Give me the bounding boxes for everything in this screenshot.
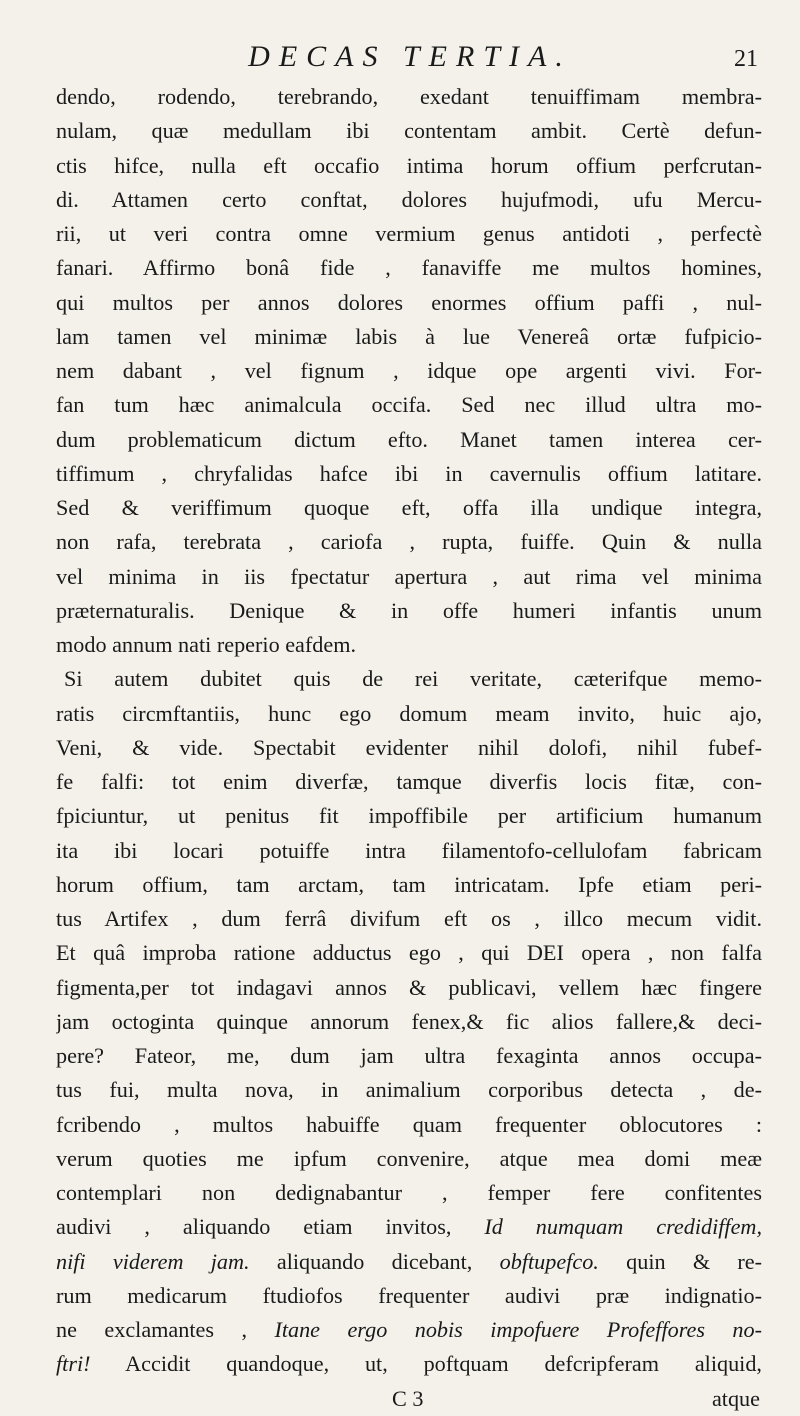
italic-phrase: Id numquam credidiffem,	[484, 1214, 762, 1240]
text-line: præternaturalis. Denique & in offe humeri infantis unum	[56, 597, 762, 623]
body-text	[56, 80, 762, 1416]
italic-phrase: ftri!	[56, 1351, 91, 1377]
running-head	[0, 40, 800, 74]
text-line: Et quâ improba ratione adductus ego , qui DEI opera , non falfa	[56, 940, 762, 966]
text-line: Si autem dubitet quis de rei veritate, cæterifque memo-	[64, 666, 762, 692]
text-line: horum offium, tam arctam, tam intricatam. Ipfe etiam peri-	[56, 871, 762, 897]
text-line: Veni, & vide. Spectabit evidenter nihil dolofi, nihil fubef-	[56, 734, 762, 760]
text-line: modo annum nati reperio eafdem.	[56, 632, 357, 657]
text-line: contemplari non dedignabantur , femper fere confitentes	[56, 1180, 762, 1205]
text-line: pere? Fateor, me, dum jam ultra fexaginta annos occupa-	[56, 1043, 762, 1068]
text-line: rii, ut veri contra omne vermium genus antidoti , perfectè	[56, 221, 762, 246]
text-line: jam octoginta quinque annorum fenex,& fic alios fallere,& deci-	[56, 1008, 762, 1034]
text-line: ctis hifce, nulla eft occafio intima horum offium perfcrutan-	[56, 152, 762, 178]
text-line: tus Artifex , dum ferrâ divifum eft os , illco mecum vidit.	[56, 906, 762, 931]
text-line: fan tum hæc animalcula occifa. Sed nec illud ultra mo-	[56, 392, 762, 418]
text-segment: quin & re-	[626, 1248, 762, 1274]
text-segment: Accidit quandoque, ut, poftquam defcripferam aliquid,	[125, 1351, 762, 1377]
text-line: fpiciuntur, ut penitus fit impoffibile per artificium humanum	[56, 803, 762, 829]
text-line: tus fui, multa nova, in animalium corporibus detecta , de-	[56, 1077, 762, 1103]
text-line: non rafa, terebrata , cariofa , rupta, fuiffe. Quin & nulla	[56, 529, 762, 555]
text-line: nulam, quæ medullam ibi contentam ambit. Certè defun-	[56, 118, 762, 144]
page-footer	[56, 1382, 762, 1416]
text-line: rum medicarum ftudiofos frequenter audivi præ indignatio-	[56, 1282, 762, 1308]
text-line: dendo, rodendo, terebrando, exedant tenuiffimam membra-	[56, 84, 762, 109]
italic-phrase: Itane ergo nobis impofuere Profeffores no-	[274, 1317, 762, 1342]
catchword: atque	[711, 1385, 760, 1411]
italic-phrase: nifi viderem jam.	[56, 1248, 250, 1274]
text-line: fcribendo , multos habuiffe quam frequenter oblocutores :	[56, 1111, 762, 1137]
text-line: nem dabant , vel fignum , idque ope argenti vivi. For-	[56, 358, 762, 383]
text-line: di. Attamen certo conftat, dolores hujufmodi, ufu Mercu-	[56, 186, 762, 212]
text-segment: audivi , aliquando etiam invitos,	[56, 1214, 452, 1240]
text-line: ratis circmftantiis, hunc ego domum meam invito, huic ajo,	[56, 700, 762, 726]
signature-mark: C 3	[392, 1385, 424, 1411]
text-line: figmenta,per tot indagavi annos & publicavi, vellem hæc fingere	[56, 974, 762, 1000]
text-line: Sed & veriffimum quoque eft, offa illa undique integra,	[56, 495, 762, 520]
text-line: dum problematicum dictum efto. Manet tamen interea cer-	[56, 426, 762, 452]
text-line-mixed	[56, 1347, 762, 1381]
text-line: lam tamen vel minimæ labis à lue Venereâ ortæ fufpicio-	[56, 323, 762, 349]
text-segment: aliquando dicebant,	[276, 1248, 473, 1274]
text-line: qui multos per annos dolores enormes offium paffi , nul-	[56, 289, 762, 315]
text-line: vel minima in iis fpectatur apertura , aut rima vel minima	[56, 563, 762, 589]
running-title: DECAS TERTIA.	[248, 40, 572, 73]
text-segment: ne exclamantes ,	[56, 1317, 247, 1342]
text-line: fanari. Affirmo bonâ fide , fanaviffe me multos homines,	[56, 255, 762, 281]
text-line: fe falfi: tot enim diverfæ, tamque diverfis locis fitæ, con-	[56, 769, 762, 794]
text-line: ita ibi locari potuiffe intra filamentofo-cellulofam fabricam	[56, 837, 762, 863]
text-line: verum quoties me ipfum convenire, atque mea domi meæ	[56, 1145, 762, 1171]
text-line: tiffimum , chryfalidas hafce ibi in cavernulis offium latitare.	[56, 460, 762, 486]
text-line-mixed	[56, 1210, 762, 1244]
text-line-mixed	[56, 1313, 762, 1347]
page-number: 21	[734, 46, 758, 72]
text-line-mixed	[56, 1245, 762, 1279]
italic-phrase: obftupefco.	[499, 1248, 599, 1274]
